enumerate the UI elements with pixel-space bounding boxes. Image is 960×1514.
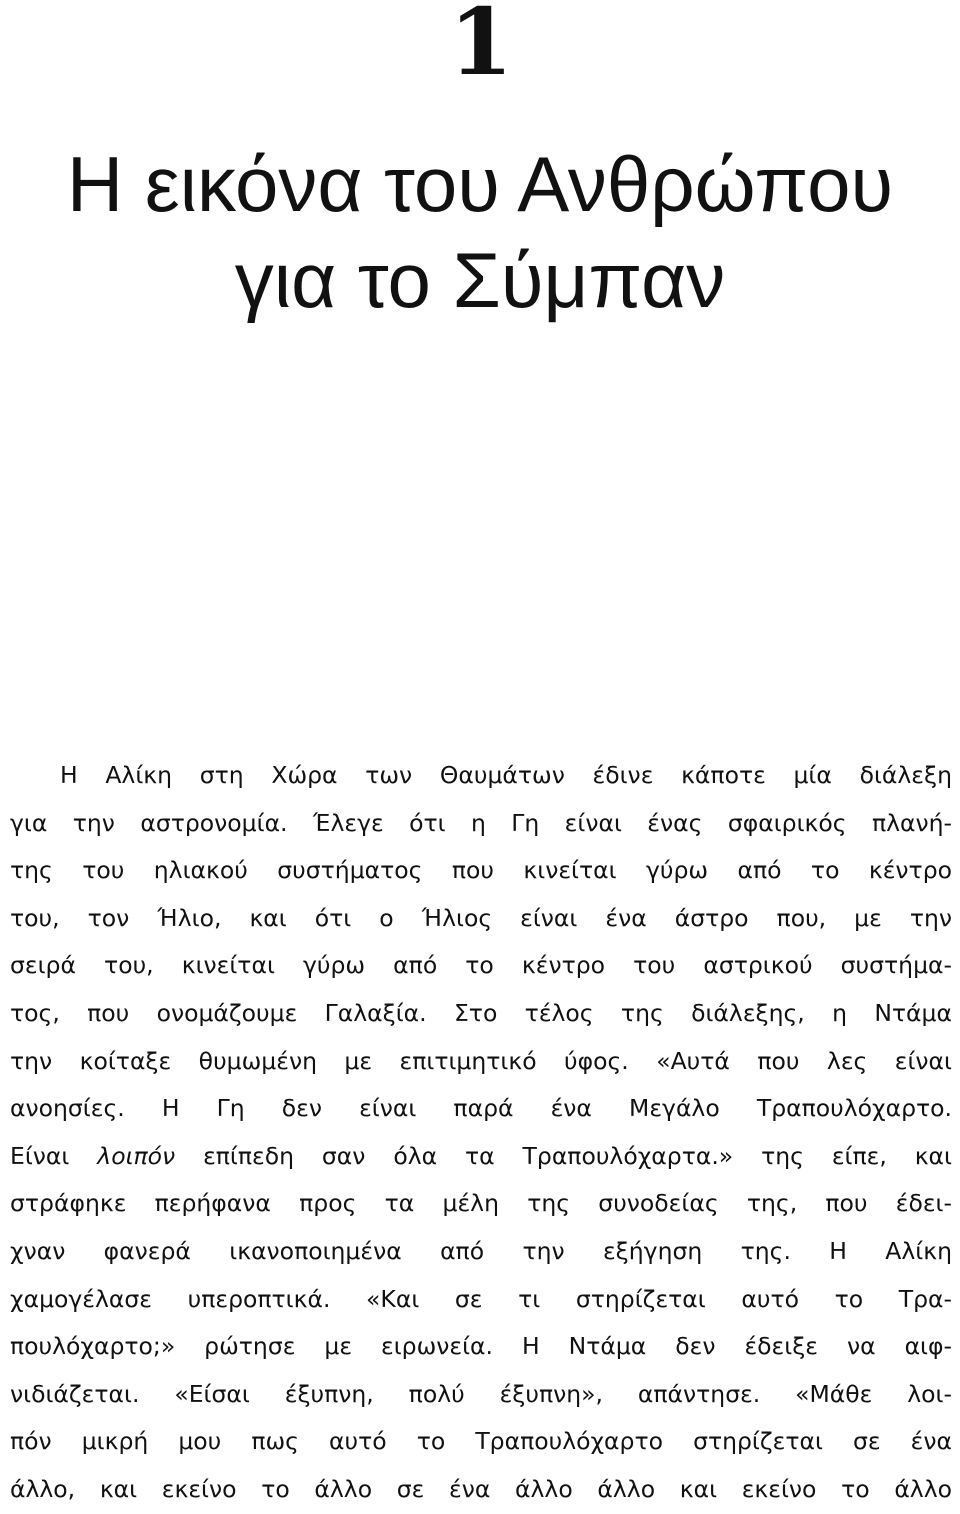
body-line: χαμογέλασε υπεροπτικά. «Και σε τι στηρίζεται αυτό το Τρα- xyxy=(10,1284,952,1313)
body-line: του, τον Ήλιο, και ότι ο Ήλιος είναι ένα άστρο που, με την xyxy=(10,903,952,932)
body-line-with-italic xyxy=(10,1133,952,1181)
body-line: Η Αλίκη στη Χώρα των Θαυμάτων έδινε κάποτε μία διάλεξη xyxy=(60,761,952,789)
body-line: πόν μικρή μου πως αυτό το Τραπουλόχαρτο στηρίζεται σε ένα xyxy=(10,1427,952,1456)
body-line: της του ηλιακού συστήματος που κινείται γύρω από το κέντρο xyxy=(10,856,952,885)
body-line: χναν φανερά ικανοποιημένα από την εξήγηση της. Η Αλίκη xyxy=(10,1236,952,1265)
body-line: τος, που ονομάζουμε Γαλαξία. Στο τέλος της διάλεξης, η Ντάμα xyxy=(10,998,952,1027)
body-line: νιδιάζεται. «Είσαι έξυπνη, πολύ έξυπνη», απάντησε. «Μάθε λοι- xyxy=(10,1379,952,1408)
body-line-part: επίπεδη σαν όλα τα Τραπουλόχαρτα.» της είπε, και xyxy=(175,1141,952,1170)
chapter-title-line-1: Η εικόνα του Ανθρώπου xyxy=(66,140,894,228)
body-line: άλλο, και εκείνο το άλλο σε ένα άλλο άλλο και εκείνο το άλλο xyxy=(10,1474,952,1503)
chapter-number: 1 xyxy=(448,0,511,96)
body-line: για την αστρονομία. Έλεγε ότι η Γη είναι ένας σφαιρικός πλανή- xyxy=(10,808,952,837)
body-line-part: Είναι xyxy=(10,1141,98,1170)
italic-emphasis: λοιπόν xyxy=(97,1141,176,1170)
body-line: την κοίταξε θυμωμένη με επιτιμητικό ύφος. «Αυτά που λες είναι xyxy=(10,1046,952,1075)
body-line: στράφηκε περήφανα προς τα μέλη της συνοδείας της, που έδει- xyxy=(10,1189,952,1218)
body-line: ανοησίες. Η Γη δεν είναι παρά ένα Μεγάλο Τραπουλόχαρτο. xyxy=(10,1094,952,1123)
body-line: πουλόχαρτο;» ρώτησε με ειρωνεία. Η Ντάμα δεν έδειξε να αιφ- xyxy=(10,1332,952,1361)
chapter-title xyxy=(0,136,960,328)
body-line: σειρά του, κινείται γύρω από το κέντρο του αστρικού συστήμα- xyxy=(10,951,952,980)
chapter-title-line-2: για το Σύμπαν xyxy=(234,236,726,324)
chapter-body xyxy=(10,752,952,1514)
